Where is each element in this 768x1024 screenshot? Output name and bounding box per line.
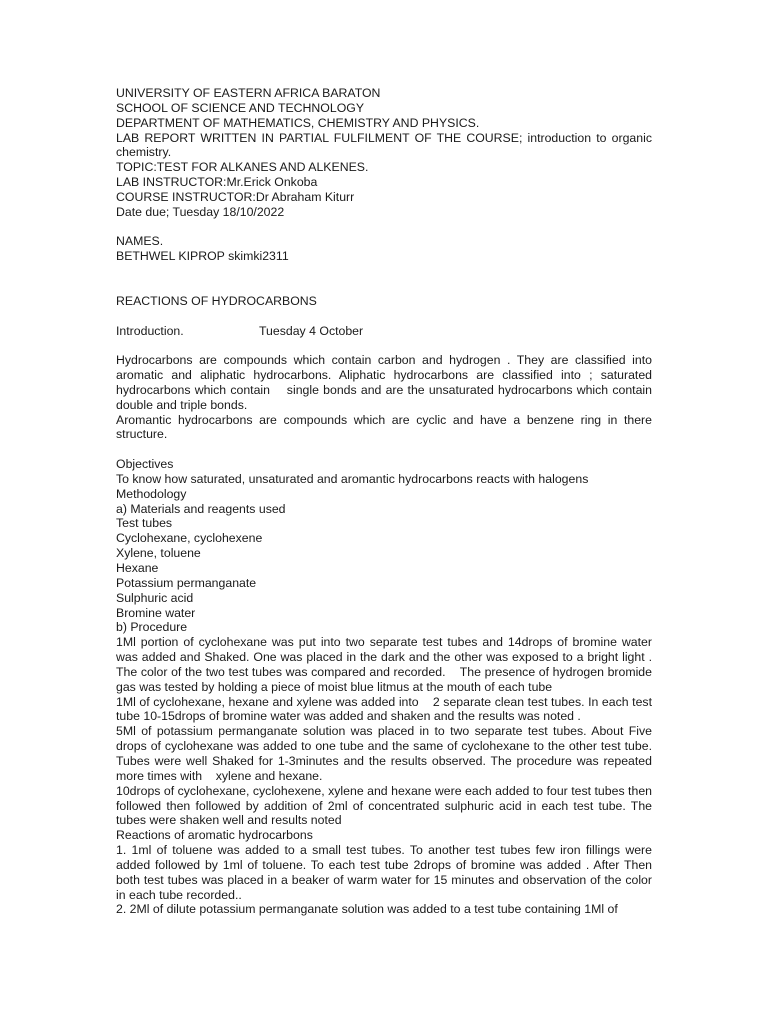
spacer bbox=[116, 309, 652, 324]
methodology-heading: Methodology bbox=[116, 486, 187, 501]
material-item: Sulphuric acid bbox=[116, 590, 194, 605]
course-instructor: COURSE INSTRUCTOR:Dr Abraham Kiturr bbox=[116, 189, 355, 204]
spacer bbox=[116, 279, 652, 294]
department-name: DEPARTMENT OF MATHEMATICS, CHEMISTRY AND PHYSICS. bbox=[116, 115, 480, 130]
lab-instructor: LAB INSTRUCTOR:Mr.Erick Onkoba bbox=[116, 175, 318, 190]
spacer bbox=[116, 338, 652, 353]
introduction-paragraph: Hydrocarbons are compounds which contain carbon and hydrogen . They are classified into aromatic and aliphatic hydrocarbons. Aliphatic hydrocarbons are classified into ; saturated hydrocarbons which contain single bonds and are the unsaturated hydrocarbons which contain double and triple bonds. bbox=[116, 353, 656, 412]
course-note: LAB REPORT WRITTEN IN PARTIAL FULFILMENT OF THE COURSE; introduction to organic chemistry. bbox=[116, 130, 652, 160]
aromatic-step: 1. 1ml of toluene was added to a small test tubes. To another test tubes few iron fillings were added followed by 1ml of toluene. To each test tube 2drops of bromine was added . After Then both test tubes was placed in a beaker of warm water for 15 minutes and observation of the color in each tube recorded.. bbox=[116, 843, 652, 902]
spacer bbox=[116, 442, 652, 457]
introduction-label: Introduction. bbox=[116, 323, 184, 338]
spacer bbox=[116, 220, 652, 235]
material-item: Hexane bbox=[116, 561, 159, 575]
material-item: Cyclohexane, cyclohexene bbox=[116, 531, 263, 546]
topic: TOPIC:TEST FOR ALKANES AND ALKENES. bbox=[116, 160, 369, 175]
introduction-paragraph: Aromantic hydrocarbons are compounds which are cyclic and have a benzene ring in there structure. bbox=[116, 412, 652, 442]
materials-heading: a) Materials and reagents used bbox=[116, 501, 286, 516]
school-name: SCHOOL OF SCIENCE AND TECHNOLOGY bbox=[116, 100, 365, 115]
student-name: BETHWEL KIPROP skimki2311 bbox=[116, 249, 289, 264]
material-item: Test tubes bbox=[116, 516, 173, 531]
introduction-date: Tuesday 4 October bbox=[259, 323, 364, 338]
material-item: Potassium permanganate bbox=[116, 575, 257, 590]
procedure-step: 1Ml of cyclohexane, hexane and xylene was added into 2 separate clean test tubes. In each test tube 10-15drops of bromine water was added and shaken and the results was noted . bbox=[116, 694, 656, 724]
objectives-heading: Objectives bbox=[116, 457, 174, 472]
report-title: REACTIONS OF HYDROCARBONS bbox=[116, 293, 317, 308]
procedure-heading: b) Procedure bbox=[116, 620, 188, 635]
material-item: Xylene, toluene bbox=[116, 546, 201, 561]
document-page bbox=[116, 86, 666, 917]
university-name: UNIVERSITY OF EASTERN AFRICA BARATON bbox=[116, 86, 381, 100]
material-item: Bromine water bbox=[116, 605, 196, 620]
aromatic-step: 2. 2Ml of dilute potassium permanganate solution was added to a test tube containing 1Ml of bbox=[116, 902, 618, 917]
procedure-step: 1Ml portion of cyclohexane was put into two separate test tubes and 14drops of bromine water was added and Shaked. One was placed in the dark and the other was exposed to a bright light . The color of the two test tubes was compared and recorded. The presence of hydrogen bromide gas was tested by holding a piece of moist blue litmus at the mouth of each tube bbox=[116, 635, 666, 694]
procedure-step: 5Ml of potassium permanganate solution was placed in to two separate test tubes. About Five drops of cyclohexane was added to one tube and the same of cyclohexane to the other test tube. Tubes were well Shaked for 1-3minutes and the results observed. The procedure was repeated more times with xylene and hexane. bbox=[116, 724, 656, 783]
date-due: Date due; Tuesday 18/10/2022 bbox=[116, 204, 285, 219]
objectives-text: To know how saturated, unsaturated and aromantic hydrocarbons reacts with halogens bbox=[116, 471, 589, 486]
introduction-row bbox=[116, 324, 652, 339]
aromatic-heading: Reactions of aromatic hydrocarbons bbox=[116, 828, 313, 843]
spacer bbox=[116, 264, 652, 279]
procedure-step: 10drops of cyclohexane, cyclohexene, xylene and hexane were each added to four test tubes then followed then followed by addition of 2ml of concentrated sulphuric acid in each test tube. The tubes were shaken well and results noted bbox=[116, 783, 652, 828]
names-heading: NAMES. bbox=[116, 234, 164, 249]
